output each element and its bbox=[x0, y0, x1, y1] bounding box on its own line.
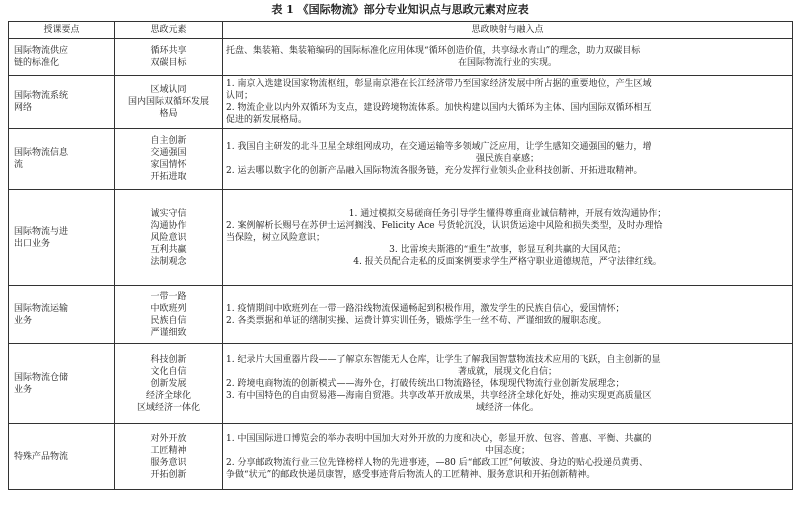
ideology-element-cell-line: 创新发展 bbox=[150, 378, 187, 389]
ideology-element-cell bbox=[115, 344, 223, 424]
ideology-element-cell-line: 双碳目标 bbox=[150, 58, 187, 68]
ideology-element-cell-line: 法制观念 bbox=[150, 256, 187, 267]
ideology-element-cell-line: 循环共享 bbox=[150, 46, 187, 56]
mapping-cell bbox=[223, 129, 793, 190]
mapping-cell-line: 1. 中国国际进口博览会的举办表明中国加大对外开放的力度和决心，彰显开放、包容、普惠、平衡、共赢的 bbox=[226, 433, 652, 444]
mapping-cell-line: 3. 比雷埃夫斯港的“重生”故事，彰显互利共赢的大国风范； bbox=[389, 244, 626, 255]
table-row bbox=[9, 129, 793, 190]
teaching-point-cell-line: 网络 bbox=[14, 103, 33, 113]
ideology-element-cell bbox=[115, 286, 223, 344]
header-mapping: 思政映射与融入点 bbox=[223, 22, 793, 39]
teaching-point-cell-line: 出口业务 bbox=[14, 238, 51, 249]
teaching-point-cell bbox=[9, 344, 115, 424]
mapping-cell bbox=[223, 424, 793, 490]
ideology-element-cell-line: 交通强国 bbox=[150, 148, 187, 158]
teaching-point-cell-line: 国际物流运输 bbox=[14, 303, 69, 314]
teaching-point-cell bbox=[9, 190, 115, 286]
teaching-point-cell-line: 业务 bbox=[14, 315, 33, 326]
mapping-cell-line: 1. 疫情期间中欧班列在一带一路沿线物流保通畅起到积极作用，激发学生的民族自信心，爱国情怀； bbox=[226, 303, 625, 314]
ideology-element-cell-line: 区域认同 bbox=[150, 85, 187, 95]
ideology-element-cell bbox=[115, 190, 223, 286]
teaching-point-cell-line: 国际物流仓储 bbox=[14, 372, 69, 383]
mapping-cell-line: 当保险，树立风险意识； bbox=[226, 232, 326, 243]
ideology-element-cell-line: 开拓进取 bbox=[150, 172, 187, 182]
teaching-point-cell bbox=[9, 39, 115, 76]
mapping-cell-line: 1. 纪录片大国重器片段——了解京东智能无人仓库，让学生了解我国智慧物流技术应用的飞跃，自主创新的显 bbox=[226, 354, 661, 365]
teaching-point-cell-line: 国际物流信息 bbox=[14, 148, 69, 158]
mapping-cell-line: 2. 各类票据和单证的缮制实操、运费计算实训任务，锻炼学生一丝不苟、严谨细致的履职态度。 bbox=[226, 315, 607, 326]
mapping-cell-line: 促进的新发展格局。 bbox=[226, 115, 308, 125]
table-header-row bbox=[9, 22, 793, 39]
ideology-element-cell bbox=[115, 129, 223, 190]
ideology-element-cell-line: 格局 bbox=[159, 109, 178, 119]
header-teaching-point: 授课要点 bbox=[9, 22, 115, 39]
teaching-point-cell-line: 链的标准化 bbox=[14, 58, 60, 68]
ideology-element-cell-line: 自主创新 bbox=[150, 136, 187, 146]
ideology-element-cell-line: 文化自信 bbox=[150, 366, 187, 377]
mapping-cell-line: 2. 物流企业以内外双循环为支点，建设跨境物流体系。加快构建以国内大循环为主体、国内国际双循环相互 bbox=[226, 103, 652, 113]
mapping-cell-line: 2. 分享邮政物流行业三位先锋榜样人物的先进事迹，—80 后“邮政工匠”何敏波、身边的贴心投递员黄勇、 bbox=[226, 457, 648, 468]
mapping-cell bbox=[223, 39, 793, 76]
table-caption: 表 1 《国际物流》部分专业知识点与思政元素对应表 bbox=[271, 3, 529, 16]
header-ideology-element: 思政元素 bbox=[115, 22, 223, 39]
mapping-cell-line: 1. 南京入选建设国家物流枢纽，彰显南京港在长江经济带乃至国家经济发展中所占据的重要地位，产生区域 bbox=[226, 79, 652, 89]
teaching-point-cell-line: 特殊产品物流 bbox=[14, 451, 69, 462]
mapping-cell-line: 域经济一体化。 bbox=[475, 402, 539, 413]
mapping-cell-line: 认同； bbox=[226, 91, 254, 101]
teaching-point-cell-line: 国际物流系统 bbox=[14, 91, 69, 101]
table-row bbox=[9, 286, 793, 344]
table-row bbox=[9, 424, 793, 490]
mapping-cell-line: 著成就，展现文化自信； bbox=[457, 366, 557, 377]
ideology-element-cell-line: 中欧班列 bbox=[150, 303, 187, 314]
mapping-cell-line: 中国态度； bbox=[484, 445, 530, 456]
teaching-point-cell bbox=[9, 129, 115, 190]
mapping-cell bbox=[223, 190, 793, 286]
ideology-element-cell-line: 风险意识 bbox=[150, 232, 187, 243]
mapping-cell-line: 强民族自豪感； bbox=[475, 154, 539, 164]
mapping-cell bbox=[223, 344, 793, 424]
teaching-point-cell-line: 国际物流与进 bbox=[14, 226, 69, 237]
ideology-element-cell-line: 科技创新 bbox=[150, 354, 187, 365]
mapping-cell-line: 争做“状元”的邮政快递员康智，感受事迹背后物流人的工匠精神、服务意识和开拓创新精神。 bbox=[226, 469, 596, 480]
ideology-element-cell-line: 开拓创新 bbox=[150, 469, 187, 480]
table-row bbox=[9, 76, 793, 129]
ideology-element-cell-line: 服务意识 bbox=[150, 457, 187, 468]
ideology-element-cell-line: 诚实守信 bbox=[150, 208, 187, 219]
mapping-cell-line: 2. 案例解析长赐号在苏伊士运河搁浅、Felicity Ace 号货轮沉没，认识货运途中风险和损失类型，及时办理恰 bbox=[226, 220, 663, 231]
ideology-element-cell-line: 一带一路 bbox=[150, 291, 187, 302]
ideology-element-cell-line: 互利共赢 bbox=[150, 244, 187, 255]
teaching-point-cell bbox=[9, 424, 115, 490]
mapping-cell-line: 托盘、集装箱、集装箱编码的国际标准化应用体现“循环创造价值，共享绿水青山”的理念，助力双碳目标 bbox=[226, 46, 641, 56]
mapping-cell bbox=[223, 286, 793, 344]
ideology-element-cell bbox=[115, 424, 223, 490]
ideology-element-cell-line: 家国情怀 bbox=[150, 160, 187, 170]
mapping-cell-line: 2. 运去哪以数字化的创新产品融入国际物流各服务链，充分发挥行业领头企业科技创新、开拓进取精神。 bbox=[226, 166, 643, 176]
mapping-cell-line: 1. 通过模拟交易磋商任务引导学生懂得尊重商业诚信精神，开展有效沟通协作； bbox=[348, 208, 667, 219]
mapping-cell-line: 4. 报关员配合走私的反面案例要求学生严格守职业道德规范，严守法律红线。 bbox=[353, 256, 662, 267]
ideology-element-cell-line: 民族自信 bbox=[150, 315, 187, 326]
ideology-element-cell-line: 沟通协作 bbox=[150, 220, 187, 231]
teaching-point-cell-line: 国际物流供应 bbox=[14, 46, 69, 56]
teaching-point-cell bbox=[9, 76, 115, 129]
table-row bbox=[9, 190, 793, 286]
knowledge-ideology-table bbox=[8, 21, 793, 490]
teaching-point-cell-line: 流 bbox=[14, 160, 24, 170]
mapping-cell-line: 在国际物流行业的实现。 bbox=[457, 58, 557, 68]
ideology-element-cell-line: 国内国际双循环发展 bbox=[127, 97, 209, 107]
mapping-cell-line: 2. 跨境电商物流的创新模式——海外仓，打破传统出口物流路径，体现现代物流行业创新发展理念； bbox=[226, 378, 625, 389]
teaching-point-cell-line: 业务 bbox=[14, 384, 33, 395]
mapping-cell-line: 3. 有中国特色的自由贸易港—海南自贸港。共享改革开放成果，共享经济全球化好处，推动实现更高质量区 bbox=[226, 390, 652, 401]
mapping-cell bbox=[223, 76, 793, 129]
ideology-element-cell-line: 严谨细致 bbox=[150, 327, 187, 338]
ideology-element-cell bbox=[115, 76, 223, 129]
ideology-element-cell-line: 区域经济一体化 bbox=[136, 402, 200, 413]
table-row bbox=[9, 39, 793, 76]
ideology-element-cell bbox=[115, 39, 223, 76]
table-row bbox=[9, 344, 793, 424]
mapping-cell-line: 1. 我国自主研发的北斗卫星全球组网成功，在交通运输等多领域广泛应用，让学生感知交通强国的魅力，增 bbox=[226, 142, 652, 152]
ideology-element-cell-line: 经济全球化 bbox=[145, 390, 191, 401]
ideology-element-cell-line: 对外开放 bbox=[150, 433, 187, 444]
teaching-point-cell bbox=[9, 286, 115, 344]
ideology-element-cell-line: 工匠精神 bbox=[150, 445, 187, 456]
